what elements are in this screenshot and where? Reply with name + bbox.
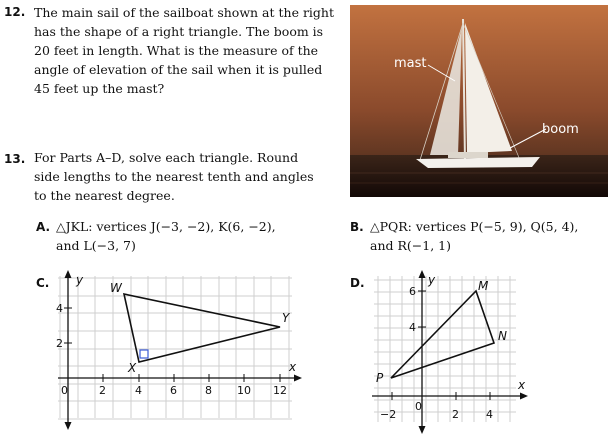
part-a-line: △JKL: vertices J(−3, −2), K(6, −2), xyxy=(56,219,276,234)
part-c-x-tick-label: 6 xyxy=(170,384,177,397)
part-c-x-tick-label: 12 xyxy=(273,384,287,397)
part-d-x-tick-label: 2 xyxy=(452,408,459,421)
mast-label: mast xyxy=(394,56,427,71)
problem-13-number: 13. xyxy=(4,152,26,166)
vertex-y-label: Y xyxy=(282,311,290,325)
problem-13-line: to the nearest degree. xyxy=(34,188,175,203)
part-b-line: △PQR: vertices P(−5, 9), Q(5, 4), xyxy=(370,219,579,234)
part-c-x-tick-label: 8 xyxy=(205,384,212,397)
problem-12-text xyxy=(34,3,334,98)
problem-13-line: side lengths to the nearest tenth and angles xyxy=(34,169,314,184)
part-c-label: C. xyxy=(36,276,50,290)
part-d-graph xyxy=(370,270,530,439)
part-d-y-tick-label: 4 xyxy=(409,321,416,334)
part-c-y-tick-label: 2 xyxy=(56,337,63,350)
part-c-right-angle-mark xyxy=(140,350,148,358)
part-c-origin-label: 0 xyxy=(61,384,68,397)
part-c-x-tick-label: 4 xyxy=(135,384,142,397)
vertex-x-label: X xyxy=(128,361,137,375)
part-c-y-axis-label: y xyxy=(76,273,84,287)
part-d-y-axis-label: y xyxy=(428,273,436,287)
problem-12-line: 20 feet in length. What is the measure of the xyxy=(34,43,319,58)
part-c-graph xyxy=(52,270,302,434)
part-d-label: D. xyxy=(350,276,365,290)
part-d-coordinate-plane xyxy=(370,270,530,435)
problem-12-number: 12. xyxy=(4,5,26,19)
part-d-y-tick-label: 6 xyxy=(409,285,416,298)
part-d-x-axis-label: x xyxy=(518,378,526,392)
problem-12-line: angle of elevation of the sail when it is pulled xyxy=(34,62,323,77)
vertex-p-label: P xyxy=(376,371,384,385)
part-a-line: and L(−3, 7) xyxy=(56,238,136,253)
part-c-x-axis-label: x xyxy=(289,360,297,374)
part-b-text xyxy=(370,217,578,255)
part-c-x-tick-label: 2 xyxy=(99,384,106,397)
vertex-n-label: N xyxy=(498,329,507,343)
problem-13-text xyxy=(34,148,314,205)
part-c-triangle xyxy=(124,294,280,362)
part-d-origin-label: 0 xyxy=(415,400,422,413)
sailboat-photo xyxy=(350,5,608,197)
part-c-y-tick-label: 4 xyxy=(56,302,63,315)
problem-12-line: The main sail of the sailboat shown at the right xyxy=(34,5,334,20)
part-b-label: B. xyxy=(350,220,364,234)
part-d-x-tick-label: 4 xyxy=(486,408,493,421)
part-b-line: and R(−1, 1) xyxy=(370,238,451,253)
part-a-label: A. xyxy=(36,220,51,234)
vertex-w-label: W xyxy=(110,281,122,295)
boom-label: boom xyxy=(542,122,579,137)
problem-13-line: For Parts A–D, solve each triangle. Round xyxy=(34,150,299,165)
problem-12-line: has the shape of a right triangle. The boom is xyxy=(34,24,324,39)
part-a-text xyxy=(56,217,276,255)
sailboat-illustration xyxy=(350,5,608,197)
problem-12-line: 45 feet up the mast? xyxy=(34,81,165,96)
part-c-x-tick-label: 10 xyxy=(237,384,251,397)
vertex-m-label: M xyxy=(478,279,489,293)
part-d-x-tick-label: −2 xyxy=(380,408,397,421)
part-c-coordinate-plane xyxy=(52,270,302,430)
